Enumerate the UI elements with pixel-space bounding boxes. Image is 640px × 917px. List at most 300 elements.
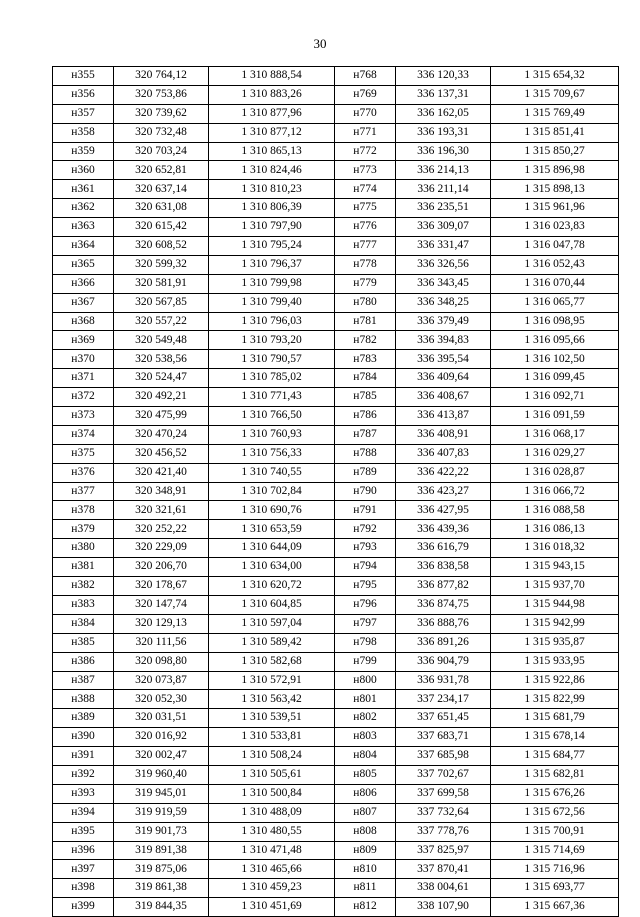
point-id-cell: н773 — [335, 161, 396, 180]
point-id-cell: н370 — [53, 350, 114, 369]
x-coordinate-cell: 337 825,97 — [396, 841, 491, 860]
y-coordinate-cell: 1 315 678,14 — [491, 728, 619, 747]
table-row — [53, 161, 619, 180]
x-coordinate-cell: 336 395,54 — [396, 350, 491, 369]
y-coordinate-cell: 1 310 539,51 — [209, 709, 335, 728]
point-id-cell: н798 — [335, 633, 396, 652]
point-id-cell: н776 — [335, 218, 396, 237]
point-id-cell: н808 — [335, 822, 396, 841]
page-number: 30 — [313, 36, 327, 51]
y-coordinate-cell: 1 310 796,37 — [209, 255, 335, 274]
y-coordinate-cell: 1 316 047,78 — [491, 237, 619, 256]
table-row — [53, 765, 619, 784]
y-coordinate-cell: 1 315 822,99 — [491, 690, 619, 709]
point-id-cell: н783 — [335, 350, 396, 369]
point-id-cell: н781 — [335, 312, 396, 331]
point-id-cell: н797 — [335, 614, 396, 633]
y-coordinate-cell: 1 316 088,58 — [491, 501, 619, 520]
y-coordinate-cell: 1 316 052,43 — [491, 255, 619, 274]
x-coordinate-cell: 338 004,61 — [396, 879, 491, 898]
x-coordinate-cell: 320 581,91 — [114, 274, 209, 293]
point-id-cell: н778 — [335, 255, 396, 274]
y-coordinate-cell: 1 316 029,27 — [491, 444, 619, 463]
table-row — [53, 614, 619, 633]
table-row — [53, 652, 619, 671]
x-coordinate-cell: 320 206,70 — [114, 558, 209, 577]
x-coordinate-cell: 336 394,83 — [396, 331, 491, 350]
point-id-cell: н372 — [53, 388, 114, 407]
point-id-cell: н770 — [335, 104, 396, 123]
y-coordinate-cell: 1 316 095,66 — [491, 331, 619, 350]
y-coordinate-cell: 1 310 883,26 — [209, 85, 335, 104]
y-coordinate-cell: 1 315 709,67 — [491, 85, 619, 104]
y-coordinate-cell: 1 310 702,84 — [209, 482, 335, 501]
y-coordinate-cell: 1 315 961,96 — [491, 199, 619, 218]
y-coordinate-cell: 1 310 799,98 — [209, 274, 335, 293]
table-row — [53, 293, 619, 312]
x-coordinate-cell: 320 002,47 — [114, 747, 209, 766]
y-coordinate-cell: 1 315 667,36 — [491, 898, 619, 917]
table-row — [53, 444, 619, 463]
point-id-cell: н396 — [53, 841, 114, 860]
x-coordinate-cell: 320 703,24 — [114, 142, 209, 161]
y-coordinate-cell: 1 316 028,87 — [491, 463, 619, 482]
y-coordinate-cell: 1 315 681,79 — [491, 709, 619, 728]
x-coordinate-cell: 320 229,09 — [114, 539, 209, 558]
point-id-cell: н379 — [53, 520, 114, 539]
point-id-cell: н373 — [53, 407, 114, 426]
table-row — [53, 501, 619, 520]
table-row — [53, 841, 619, 860]
y-coordinate-cell: 1 310 451,69 — [209, 898, 335, 917]
table-row — [53, 274, 619, 293]
y-coordinate-cell: 1 310 795,24 — [209, 237, 335, 256]
y-coordinate-cell: 1 316 066,72 — [491, 482, 619, 501]
point-id-cell: н378 — [53, 501, 114, 520]
point-id-cell: н786 — [335, 407, 396, 426]
x-coordinate-cell: 320 631,08 — [114, 199, 209, 218]
table-row — [53, 85, 619, 104]
table-row — [53, 218, 619, 237]
table-row — [53, 237, 619, 256]
point-id-cell: н371 — [53, 369, 114, 388]
table-row — [53, 482, 619, 501]
y-coordinate-cell: 1 310 480,55 — [209, 822, 335, 841]
y-coordinate-cell: 1 310 459,23 — [209, 879, 335, 898]
y-coordinate-cell: 1 315 676,26 — [491, 784, 619, 803]
point-id-cell: н398 — [53, 879, 114, 898]
table-row — [53, 558, 619, 577]
y-coordinate-cell: 1 315 850,27 — [491, 142, 619, 161]
point-id-cell: н807 — [335, 803, 396, 822]
table-row — [53, 199, 619, 218]
point-id-cell: н385 — [53, 633, 114, 652]
table-row — [53, 312, 619, 331]
x-coordinate-cell: 336 413,87 — [396, 407, 491, 426]
y-coordinate-cell: 1 316 068,17 — [491, 425, 619, 444]
x-coordinate-cell: 320 348,91 — [114, 482, 209, 501]
point-id-cell: н367 — [53, 293, 114, 312]
point-id-cell: н802 — [335, 709, 396, 728]
point-id-cell: н355 — [53, 67, 114, 86]
x-coordinate-cell: 336 422,22 — [396, 463, 491, 482]
x-coordinate-cell: 336 888,76 — [396, 614, 491, 633]
x-coordinate-cell: 320 178,67 — [114, 577, 209, 596]
y-coordinate-cell: 1 315 682,81 — [491, 765, 619, 784]
table-row — [53, 690, 619, 709]
table-row — [53, 350, 619, 369]
point-id-cell: н374 — [53, 425, 114, 444]
x-coordinate-cell: 336 235,51 — [396, 199, 491, 218]
x-coordinate-cell: 336 137,31 — [396, 85, 491, 104]
point-id-cell: н368 — [53, 312, 114, 331]
x-coordinate-cell: 320 615,42 — [114, 218, 209, 237]
point-id-cell: н785 — [335, 388, 396, 407]
point-id-cell: н806 — [335, 784, 396, 803]
table-row — [53, 539, 619, 558]
table-row — [53, 577, 619, 596]
x-coordinate-cell: 337 732,64 — [396, 803, 491, 822]
coordinates-table — [52, 66, 619, 917]
point-id-cell: н383 — [53, 595, 114, 614]
x-coordinate-cell: 320 129,13 — [114, 614, 209, 633]
point-id-cell: н809 — [335, 841, 396, 860]
x-coordinate-cell: 320 098,80 — [114, 652, 209, 671]
point-id-cell: н779 — [335, 274, 396, 293]
y-coordinate-cell: 1 310 824,46 — [209, 161, 335, 180]
y-coordinate-cell: 1 315 851,41 — [491, 123, 619, 142]
point-id-cell: н795 — [335, 577, 396, 596]
point-id-cell: н792 — [335, 520, 396, 539]
point-id-cell: н375 — [53, 444, 114, 463]
point-id-cell: н382 — [53, 577, 114, 596]
point-id-cell: н774 — [335, 180, 396, 199]
x-coordinate-cell: 320 599,32 — [114, 255, 209, 274]
x-coordinate-cell: 319 901,73 — [114, 822, 209, 841]
point-id-cell: н384 — [53, 614, 114, 633]
y-coordinate-cell: 1 310 500,84 — [209, 784, 335, 803]
coordinates-table-body — [53, 67, 619, 917]
point-id-cell: н357 — [53, 104, 114, 123]
x-coordinate-cell: 336 616,79 — [396, 539, 491, 558]
y-coordinate-cell: 1 315 684,77 — [491, 747, 619, 766]
x-coordinate-cell: 320 421,40 — [114, 463, 209, 482]
x-coordinate-cell: 336 409,64 — [396, 369, 491, 388]
y-coordinate-cell: 1 316 102,50 — [491, 350, 619, 369]
x-coordinate-cell: 320 147,74 — [114, 595, 209, 614]
point-id-cell: н356 — [53, 85, 114, 104]
y-coordinate-cell: 1 310 533,81 — [209, 728, 335, 747]
x-coordinate-cell: 336 439,36 — [396, 520, 491, 539]
x-coordinate-cell: 336 326,56 — [396, 255, 491, 274]
x-coordinate-cell: 320 753,86 — [114, 85, 209, 104]
y-coordinate-cell: 1 315 898,13 — [491, 180, 619, 199]
x-coordinate-cell: 336 408,91 — [396, 425, 491, 444]
point-id-cell: н789 — [335, 463, 396, 482]
x-coordinate-cell: 336 904,79 — [396, 652, 491, 671]
x-coordinate-cell: 320 732,48 — [114, 123, 209, 142]
point-id-cell: н804 — [335, 747, 396, 766]
table-row — [53, 407, 619, 426]
x-coordinate-cell: 337 699,58 — [396, 784, 491, 803]
y-coordinate-cell: 1 316 091,59 — [491, 407, 619, 426]
y-coordinate-cell: 1 310 465,66 — [209, 860, 335, 879]
x-coordinate-cell: 338 107,90 — [396, 898, 491, 917]
x-coordinate-cell: 320 016,92 — [114, 728, 209, 747]
y-coordinate-cell: 1 310 771,43 — [209, 388, 335, 407]
point-id-cell: н395 — [53, 822, 114, 841]
y-coordinate-cell: 1 310 793,20 — [209, 331, 335, 350]
point-id-cell: н805 — [335, 765, 396, 784]
x-coordinate-cell: 336 408,67 — [396, 388, 491, 407]
x-coordinate-cell: 320 252,22 — [114, 520, 209, 539]
x-coordinate-cell: 336 931,78 — [396, 671, 491, 690]
x-coordinate-cell: 320 475,99 — [114, 407, 209, 426]
y-coordinate-cell: 1 316 098,95 — [491, 312, 619, 331]
y-coordinate-cell: 1 310 766,50 — [209, 407, 335, 426]
x-coordinate-cell: 320 567,85 — [114, 293, 209, 312]
table-row — [53, 255, 619, 274]
x-coordinate-cell: 320 524,47 — [114, 369, 209, 388]
y-coordinate-cell: 1 310 690,76 — [209, 501, 335, 520]
table-row — [53, 728, 619, 747]
x-coordinate-cell: 319 919,59 — [114, 803, 209, 822]
y-coordinate-cell: 1 316 086,13 — [491, 520, 619, 539]
x-coordinate-cell: 320 492,21 — [114, 388, 209, 407]
x-coordinate-cell: 319 891,38 — [114, 841, 209, 860]
y-coordinate-cell: 1 315 714,69 — [491, 841, 619, 860]
y-coordinate-cell: 1 310 582,68 — [209, 652, 335, 671]
x-coordinate-cell: 337 683,71 — [396, 728, 491, 747]
table-row — [53, 180, 619, 199]
y-coordinate-cell: 1 315 693,77 — [491, 879, 619, 898]
y-coordinate-cell: 1 310 810,23 — [209, 180, 335, 199]
y-coordinate-cell: 1 310 634,00 — [209, 558, 335, 577]
y-coordinate-cell: 1 315 942,99 — [491, 614, 619, 633]
y-coordinate-cell: 1 315 672,56 — [491, 803, 619, 822]
table-row — [53, 369, 619, 388]
y-coordinate-cell: 1 315 935,87 — [491, 633, 619, 652]
point-id-cell: н377 — [53, 482, 114, 501]
x-coordinate-cell: 336 343,45 — [396, 274, 491, 293]
y-coordinate-cell: 1 310 877,12 — [209, 123, 335, 142]
y-coordinate-cell: 1 310 797,90 — [209, 218, 335, 237]
table-row — [53, 879, 619, 898]
point-id-cell: н397 — [53, 860, 114, 879]
point-id-cell: н360 — [53, 161, 114, 180]
y-coordinate-cell: 1 316 065,77 — [491, 293, 619, 312]
table-row — [53, 520, 619, 539]
point-id-cell: н790 — [335, 482, 396, 501]
point-id-cell: н393 — [53, 784, 114, 803]
point-id-cell: н359 — [53, 142, 114, 161]
x-coordinate-cell: 319 861,38 — [114, 879, 209, 898]
y-coordinate-cell: 1 315 933,95 — [491, 652, 619, 671]
y-coordinate-cell: 1 315 944,98 — [491, 595, 619, 614]
x-coordinate-cell: 320 073,87 — [114, 671, 209, 690]
y-coordinate-cell: 1 310 806,39 — [209, 199, 335, 218]
y-coordinate-cell: 1 315 716,96 — [491, 860, 619, 879]
y-coordinate-cell: 1 315 896,98 — [491, 161, 619, 180]
table-row — [53, 67, 619, 86]
x-coordinate-cell: 320 111,56 — [114, 633, 209, 652]
x-coordinate-cell: 337 702,67 — [396, 765, 491, 784]
table-row — [53, 104, 619, 123]
x-coordinate-cell: 320 652,81 — [114, 161, 209, 180]
point-id-cell: н381 — [53, 558, 114, 577]
x-coordinate-cell: 336 874,75 — [396, 595, 491, 614]
x-coordinate-cell: 336 379,49 — [396, 312, 491, 331]
y-coordinate-cell: 1 310 785,02 — [209, 369, 335, 388]
point-id-cell: н811 — [335, 879, 396, 898]
point-id-cell: н386 — [53, 652, 114, 671]
x-coordinate-cell: 336 211,14 — [396, 180, 491, 199]
point-id-cell: н810 — [335, 860, 396, 879]
y-coordinate-cell: 1 315 769,49 — [491, 104, 619, 123]
x-coordinate-cell: 336 423,27 — [396, 482, 491, 501]
y-coordinate-cell: 1 315 654,32 — [491, 67, 619, 86]
table-row — [53, 142, 619, 161]
x-coordinate-cell: 336 193,31 — [396, 123, 491, 142]
point-id-cell: н794 — [335, 558, 396, 577]
table-row — [53, 784, 619, 803]
point-id-cell: н361 — [53, 180, 114, 199]
table-row — [53, 803, 619, 822]
y-coordinate-cell: 1 310 865,13 — [209, 142, 335, 161]
table-row — [53, 633, 619, 652]
x-coordinate-cell: 320 052,30 — [114, 690, 209, 709]
x-coordinate-cell: 337 870,41 — [396, 860, 491, 879]
y-coordinate-cell: 1 310 877,96 — [209, 104, 335, 123]
x-coordinate-cell: 320 321,61 — [114, 501, 209, 520]
x-coordinate-cell: 337 778,76 — [396, 822, 491, 841]
y-coordinate-cell: 1 310 756,33 — [209, 444, 335, 463]
y-coordinate-cell: 1 310 572,91 — [209, 671, 335, 690]
x-coordinate-cell: 320 470,24 — [114, 425, 209, 444]
point-id-cell: н772 — [335, 142, 396, 161]
y-coordinate-cell: 1 310 760,93 — [209, 425, 335, 444]
point-id-cell: н394 — [53, 803, 114, 822]
point-id-cell: н769 — [335, 85, 396, 104]
y-coordinate-cell: 1 316 018,32 — [491, 539, 619, 558]
y-coordinate-cell: 1 316 099,45 — [491, 369, 619, 388]
x-coordinate-cell: 337 685,98 — [396, 747, 491, 766]
x-coordinate-cell: 336 309,07 — [396, 218, 491, 237]
x-coordinate-cell: 320 549,48 — [114, 331, 209, 350]
point-id-cell: н358 — [53, 123, 114, 142]
y-coordinate-cell: 1 310 589,42 — [209, 633, 335, 652]
y-coordinate-cell: 1 315 700,91 — [491, 822, 619, 841]
table-row — [53, 425, 619, 444]
x-coordinate-cell: 336 331,47 — [396, 237, 491, 256]
point-id-cell: н801 — [335, 690, 396, 709]
point-id-cell: н387 — [53, 671, 114, 690]
x-coordinate-cell: 337 234,17 — [396, 690, 491, 709]
y-coordinate-cell: 1 310 888,54 — [209, 67, 335, 86]
point-id-cell: н392 — [53, 765, 114, 784]
y-coordinate-cell: 1 310 790,57 — [209, 350, 335, 369]
point-id-cell: н775 — [335, 199, 396, 218]
y-coordinate-cell: 1 310 505,61 — [209, 765, 335, 784]
x-coordinate-cell: 336 877,82 — [396, 577, 491, 596]
y-coordinate-cell: 1 310 563,42 — [209, 690, 335, 709]
point-id-cell: н787 — [335, 425, 396, 444]
table-row — [53, 463, 619, 482]
x-coordinate-cell: 320 739,62 — [114, 104, 209, 123]
y-coordinate-cell: 1 310 644,09 — [209, 539, 335, 558]
x-coordinate-cell: 336 348,25 — [396, 293, 491, 312]
x-coordinate-cell: 319 960,40 — [114, 765, 209, 784]
x-coordinate-cell: 336 891,26 — [396, 633, 491, 652]
point-id-cell: н364 — [53, 237, 114, 256]
point-id-cell: н777 — [335, 237, 396, 256]
point-id-cell: н784 — [335, 369, 396, 388]
table-row — [53, 860, 619, 879]
table-row — [53, 671, 619, 690]
x-coordinate-cell: 336 196,30 — [396, 142, 491, 161]
y-coordinate-cell: 1 315 937,70 — [491, 577, 619, 596]
table-row — [53, 898, 619, 917]
point-id-cell: н365 — [53, 255, 114, 274]
x-coordinate-cell: 319 945,01 — [114, 784, 209, 803]
point-id-cell: н799 — [335, 652, 396, 671]
x-coordinate-cell: 320 557,22 — [114, 312, 209, 331]
point-id-cell: н812 — [335, 898, 396, 917]
table-row — [53, 123, 619, 142]
point-id-cell: н768 — [335, 67, 396, 86]
point-id-cell: н389 — [53, 709, 114, 728]
point-id-cell: н391 — [53, 747, 114, 766]
x-coordinate-cell: 336 162,05 — [396, 104, 491, 123]
x-coordinate-cell: 336 407,83 — [396, 444, 491, 463]
point-id-cell: н362 — [53, 199, 114, 218]
point-id-cell: н788 — [335, 444, 396, 463]
point-id-cell: н793 — [335, 539, 396, 558]
y-coordinate-cell: 1 316 070,44 — [491, 274, 619, 293]
point-id-cell: н366 — [53, 274, 114, 293]
table-row — [53, 331, 619, 350]
y-coordinate-cell: 1 315 922,86 — [491, 671, 619, 690]
point-id-cell: н796 — [335, 595, 396, 614]
point-id-cell: н390 — [53, 728, 114, 747]
point-id-cell: н800 — [335, 671, 396, 690]
x-coordinate-cell: 336 838,58 — [396, 558, 491, 577]
x-coordinate-cell: 320 538,56 — [114, 350, 209, 369]
table-row — [53, 709, 619, 728]
table-row — [53, 595, 619, 614]
x-coordinate-cell: 336 427,95 — [396, 501, 491, 520]
x-coordinate-cell: 320 764,12 — [114, 67, 209, 86]
y-coordinate-cell: 1 316 023,83 — [491, 218, 619, 237]
point-id-cell: н782 — [335, 331, 396, 350]
x-coordinate-cell: 336 120,33 — [396, 67, 491, 86]
y-coordinate-cell: 1 310 799,40 — [209, 293, 335, 312]
y-coordinate-cell: 1 310 471,48 — [209, 841, 335, 860]
x-coordinate-cell: 319 844,35 — [114, 898, 209, 917]
y-coordinate-cell: 1 310 796,03 — [209, 312, 335, 331]
x-coordinate-cell: 337 651,45 — [396, 709, 491, 728]
x-coordinate-cell: 319 875,06 — [114, 860, 209, 879]
point-id-cell: н803 — [335, 728, 396, 747]
point-id-cell: н399 — [53, 898, 114, 917]
y-coordinate-cell: 1 310 508,24 — [209, 747, 335, 766]
point-id-cell: н380 — [53, 539, 114, 558]
x-coordinate-cell: 320 031,51 — [114, 709, 209, 728]
table-row — [53, 822, 619, 841]
y-coordinate-cell: 1 310 604,85 — [209, 595, 335, 614]
point-id-cell: н363 — [53, 218, 114, 237]
x-coordinate-cell: 320 637,14 — [114, 180, 209, 199]
